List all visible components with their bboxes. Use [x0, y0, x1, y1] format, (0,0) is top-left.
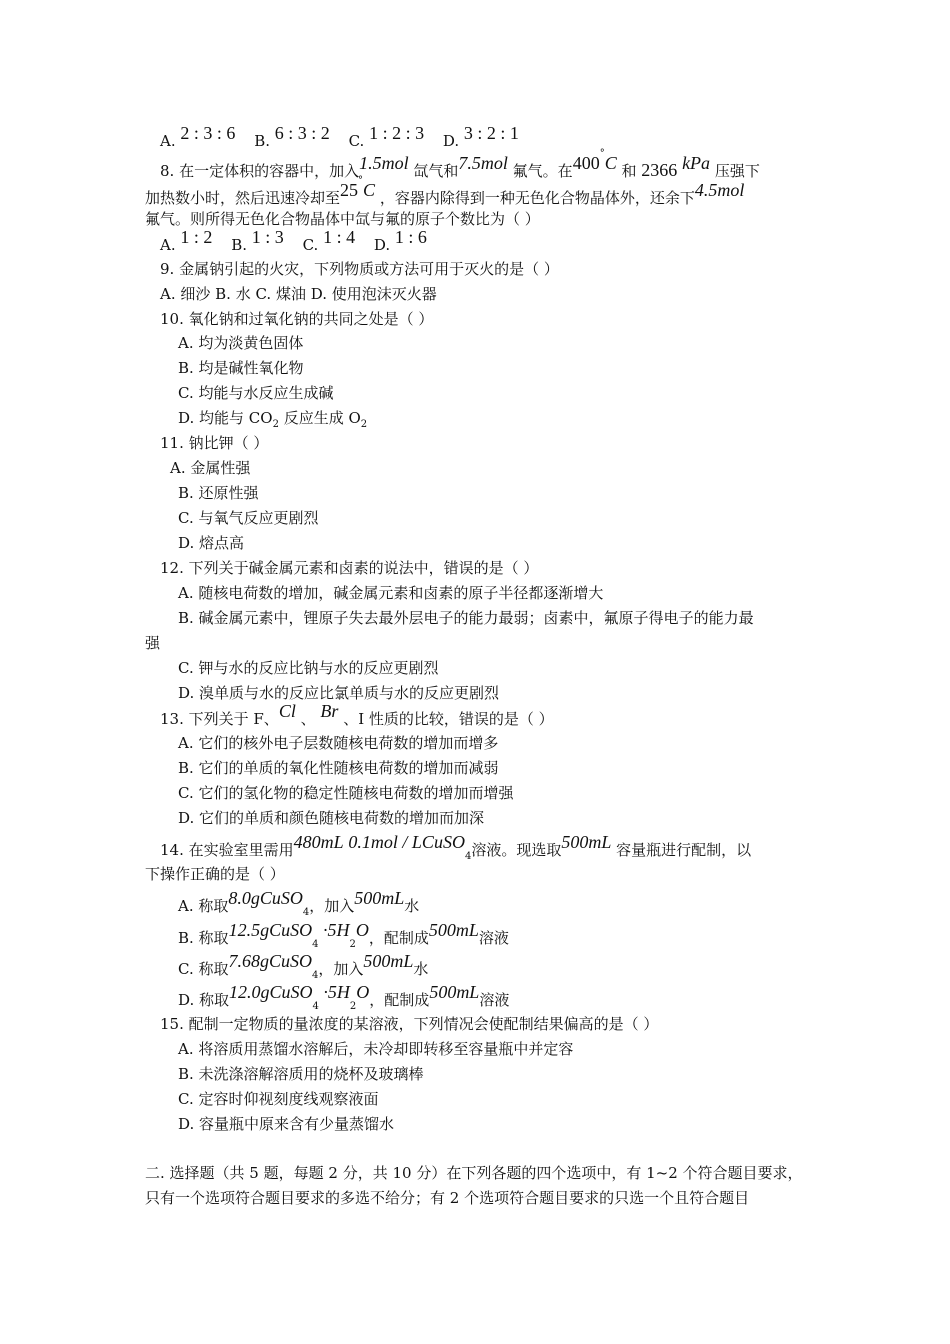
q12-stem: 12. 下列关于碱金属元素和卤素的说法中，错误的是（ ）	[160, 559, 539, 577]
q13-option-c: C. 它们的氢化物的稳定性随核电荷数的增加而增强	[178, 784, 514, 802]
text-fragment: 500mL	[363, 951, 414, 971]
text-fragment: 1.5mol	[359, 153, 409, 173]
text-fragment: D. 均能与 CO	[178, 409, 273, 427]
text-fragment: C	[604, 153, 617, 173]
text-fragment: 2 : 3 : 6	[180, 123, 236, 143]
text-fragment: A. 称取	[178, 897, 229, 915]
q7-options	[160, 123, 519, 151]
text-fragment: 2	[349, 1001, 357, 1012]
q15-stem: 15. 配制一定物质的量浓度的某溶液，下列情况会使配制结果偏高的是（ ）	[160, 1015, 659, 1033]
text-fragment: 500mL	[429, 982, 480, 1002]
q12-option-b-line1: B. 碱金属元素中，锂原子失去最外层电子的能力最弱；卤素中，氟原子得电子的能力最	[178, 609, 754, 627]
text-fragment: A.	[160, 236, 176, 254]
q10-option-c: C. 均能与水反应生成碱	[178, 384, 334, 402]
text-fragment: B. 称取	[178, 929, 229, 947]
text-fragment: 压强下	[714, 162, 760, 180]
text-fragment: ，容器内除得到一种无色化合物晶体外，还余下	[379, 189, 695, 207]
text-fragment: 4	[302, 907, 310, 918]
text-fragment: B.	[231, 236, 247, 254]
text-fragment: 、I 性质的比较，错误的是（ ）	[343, 710, 554, 728]
text-fragment: C.	[348, 132, 365, 150]
text-fragment: 2	[349, 939, 356, 950]
q8-line-2: 加热数小时，然后迅速冷却至25°C ，容器内除得到一种无色化合物晶体外，还余下4.5mol	[145, 175, 745, 207]
text-fragment: 2	[272, 419, 279, 430]
text-fragment: 和	[621, 162, 637, 180]
q12-option-d: D. 溴单质与水的反应比氯单质与水的反应更剧烈	[178, 684, 500, 702]
q11-option-d: D. 熔点高	[178, 534, 245, 552]
text-fragment: 12.5gCuSO	[228, 920, 313, 940]
text-fragment: 4.5mol	[694, 180, 745, 200]
q9-stem: 9. 金属钠引起的火灾，下列物质或方法可用于灭火的是（ ）	[160, 260, 559, 278]
text-fragment: O	[355, 920, 369, 940]
q14-stem-line1	[160, 832, 752, 867]
text-fragment: ·5H	[318, 982, 350, 1002]
q11-option-b: B. 还原性强	[178, 484, 259, 502]
text-fragment: Cl	[278, 701, 296, 721]
text-fragment: 2	[360, 419, 368, 430]
text-fragment: 水	[413, 960, 429, 978]
q15-option-a: A. 将溶质用蒸馏水溶解后，未冷却即转移至容量瓶中并定容	[178, 1040, 574, 1058]
q13-option-a: A. 它们的核外电子层数随核电荷数的增加而增多	[178, 734, 499, 752]
section2-line1: 二. 选择题（共 5 题，每题 2 分，共 10 分）在下列各题的四个选项中，有 1~2 个符合题目要求，	[145, 1164, 803, 1182]
text-fragment: 溶液。现选取	[471, 841, 562, 859]
text-fragment: 容量瓶进行配制，以	[616, 841, 752, 859]
text-fragment: ，加入	[309, 897, 355, 915]
text-fragment: ，配制成	[368, 929, 429, 947]
q11-stem: 11. 钠比钾（ ）	[160, 434, 269, 452]
text-fragment: 1 : 4	[323, 227, 356, 247]
text-fragment: D. 称取	[178, 991, 230, 1009]
q10-option-b: B. 均是碱性氧化物	[178, 359, 304, 377]
text-fragment: 8.0gCuSO	[228, 888, 303, 908]
text-fragment: 6 : 3 : 2	[274, 123, 330, 143]
q14-option-d	[178, 982, 510, 1017]
text-fragment: 480mL	[293, 832, 344, 852]
text-fragment: O	[356, 982, 370, 1002]
text-fragment: 1 : 2	[180, 227, 213, 247]
text-fragment: 500mL	[428, 920, 479, 940]
text-fragment: 2366	[641, 160, 678, 180]
text-fragment: Br	[320, 701, 339, 721]
text-fragment: 反应生成 O	[278, 409, 361, 427]
text-fragment: 4	[464, 851, 472, 862]
q15-option-c: C. 定容时仰视刻度线观察液面	[178, 1090, 379, 1108]
text-fragment: 1 : 2 : 3	[369, 123, 425, 143]
q8-line-1: 8. 在一定体积的容器中，加入1.5mol 氙气和7.5mol 氟气。在400°C 和 2366 kPa 压强下	[160, 148, 760, 180]
text-fragment: 1 : 3	[251, 227, 284, 247]
q8-line-3: 氟气。则所得无色化合物晶体中氙与氟的原子个数比为（ ）	[145, 210, 540, 228]
text-fragment: 氙气和	[413, 162, 459, 180]
text-fragment: 3 : 2 : 1	[463, 123, 519, 143]
text-fragment: 500mL	[354, 888, 405, 908]
text-fragment: C	[363, 180, 376, 200]
q10-stem: 10. 氧化钠和过氧化钠的共同之处是（ ）	[160, 310, 434, 328]
q13-option-d: D. 它们的单质和颜色随核电荷数的增加而加深	[178, 809, 485, 827]
text-fragment: kPa	[682, 153, 711, 173]
q12-option-c: C. 钾与水的反应比钠与水的反应更剧烈	[178, 659, 439, 677]
q12-option-a: A. 随核电荷数的增加，碱金属元素和卤素的原子半径都逐渐增大	[178, 584, 604, 602]
text-fragment: 4	[312, 1001, 319, 1012]
q10-option-a: A. 均为淡黄色固体	[178, 334, 304, 352]
q9-options: A. 细沙 B. 水 C. 煤油 D. 使用泡沫灭火器	[160, 285, 437, 303]
text-fragment: 4	[312, 939, 319, 950]
q13-option-b: B. 它们的单质的氧化性随核电荷数的增加而减弱	[178, 759, 499, 777]
text-fragment: 氟气。在	[512, 162, 573, 180]
text-fragment: 13. 下列关于 F、	[160, 710, 279, 728]
text-fragment: D.	[442, 132, 460, 150]
text-fragment: 、	[300, 710, 316, 728]
text-fragment: ，配制成	[369, 991, 430, 1009]
text-fragment: 25	[340, 180, 359, 200]
q15-option-b: B. 未洗涤溶解溶质用的烧杯及玻璃棒	[178, 1065, 424, 1083]
text-fragment: 7.68gCuSO	[228, 951, 312, 971]
text-fragment: C. 称取	[178, 960, 229, 978]
text-fragment: 14. 在实验室里需用	[160, 841, 294, 859]
q14-stem-line2: 下操作正确的是（ ）	[145, 865, 285, 883]
text-fragment: 7.5mol	[458, 153, 508, 173]
text-fragment: 400	[572, 153, 600, 173]
text-fragment: 溶液	[478, 929, 509, 947]
text-fragment: 12.0gCuSO	[229, 982, 313, 1002]
q11-option-c: C. 与氧气反应更剧烈	[178, 509, 319, 527]
q13-stem	[160, 701, 554, 729]
q10-option-d	[178, 408, 367, 435]
text-fragment: ，加入	[318, 960, 364, 978]
q12-option-b-line2: 强	[145, 634, 161, 652]
q14-option-a	[178, 888, 420, 923]
text-fragment: 8. 在一定体积的容器中，加入	[160, 162, 360, 180]
text-fragment: B.	[254, 132, 270, 150]
text-fragment: 4	[312, 970, 319, 981]
text-fragment: D.	[373, 236, 391, 254]
q8-options	[160, 227, 427, 255]
text-fragment: 0.1mol / LCuSO	[348, 832, 465, 852]
text-fragment: 水	[404, 897, 420, 915]
q11-option-a: A. 金属性强	[170, 459, 251, 477]
text-fragment: ·5H	[318, 920, 350, 940]
text-fragment: C.	[302, 236, 319, 254]
text-fragment: 加热数小时，然后迅速冷却至	[145, 189, 341, 207]
section2-line2: 只有一个选项符合题目要求的多选不给分；有 2 个选项符合题目要求的只选一个且符合题目	[145, 1189, 750, 1207]
text-fragment: 溶液	[479, 991, 510, 1009]
q15-option-d: D. 容量瓶中原来含有少量蒸馏水	[178, 1115, 395, 1133]
text-fragment: 1 : 6	[394, 227, 427, 247]
text-fragment: 500mL	[561, 832, 612, 852]
text-fragment: A.	[160, 132, 176, 150]
